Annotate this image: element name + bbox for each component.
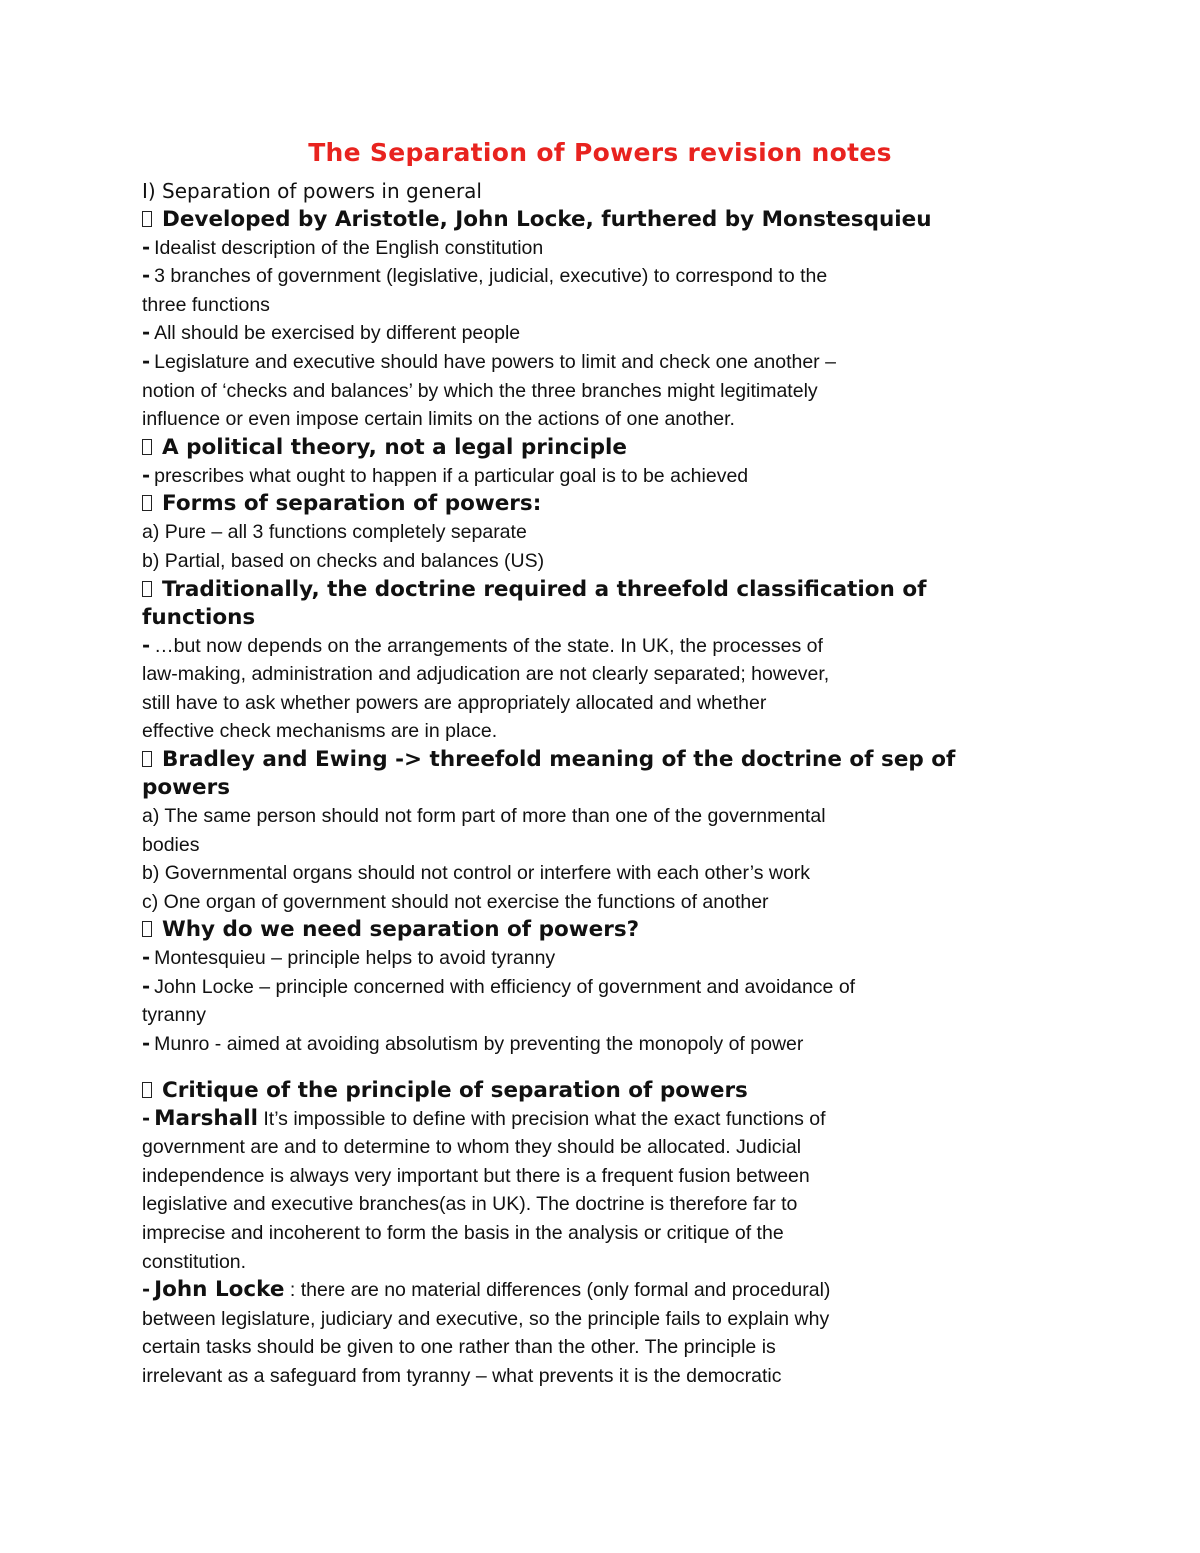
- text-line: imprecise and incoherent to form the basis in the analysis or critique of the: [142, 1222, 784, 1245]
- text-line: b) Partial, based on checks and balances (US): [142, 549, 545, 572]
- text-line: - prescribes what ought to happen if a particular goal is to be achieved: [142, 463, 749, 487]
- text-line: a) Pure – all 3 functions completely separate: [142, 521, 527, 544]
- text-line: - …but now depends on the arrangements of the state. In UK, the processes of: [142, 633, 823, 657]
- bullet-heading: Forms of separation of powers:: [142, 490, 1042, 518]
- author-name: Marshall: [154, 1105, 258, 1131]
- text-line: law-making, administration and adjudication are not clearly separated; however,: [142, 663, 830, 686]
- bullet-heading-continuation: functions: [142, 604, 256, 630]
- bullet-heading: Bradley and Ewing -> threefold meaning of the doctrine of sep of: [142, 746, 1042, 774]
- text-line: c) One organ of government should not exercise the functions of another: [142, 890, 769, 913]
- bullet-box-icon: [142, 1082, 152, 1098]
- text-line: certain tasks should be given to one rather than the other. The principle is: [142, 1336, 776, 1359]
- document-body: [142, 177, 1042, 1391]
- text-line: government are and to determine to whom they should be allocated. Judicial: [142, 1136, 802, 1159]
- bullet-box-icon: [142, 581, 152, 597]
- document-title: The Separation of Powers revision notes: [308, 138, 892, 167]
- bullet-box-icon: [142, 439, 152, 455]
- text-line: tyranny: [142, 1004, 206, 1027]
- section-heading: I) Separation of powers in general: [142, 179, 482, 203]
- text-line: a) The same person should not form part of more than one of the governmental: [142, 804, 826, 827]
- text-line: independence is always very important but there is a frequent fusion between: [142, 1164, 810, 1187]
- text-line: three functions: [142, 293, 270, 316]
- text-line: - Marshall It’s impossible to define with precision what the exact functions of: [142, 1105, 826, 1131]
- author-name: John Locke: [154, 1277, 285, 1303]
- text-line: effective check mechanisms are in place.: [142, 720, 498, 743]
- text-line: still have to ask whether powers are appropriately allocated and whether: [142, 691, 767, 714]
- bullet-box-icon: [142, 495, 152, 511]
- bullet-box-icon: [142, 211, 152, 227]
- text-line: influence or even impose certain limits on the actions of one another.: [142, 408, 735, 431]
- bullet-heading: Traditionally, the doctrine required a threefold classification of: [142, 576, 1042, 604]
- bullet-heading: Developed by Aristotle, John Locke, furthered by Monstesquieu: [142, 206, 1042, 234]
- bullet-heading-continuation: powers: [142, 774, 231, 800]
- text-line: - Idealist description of the English constitution: [142, 235, 544, 259]
- bullet-box-icon: [142, 751, 152, 767]
- text-line: bodies: [142, 833, 200, 856]
- text-line: irrelevant as a safeguard from tyranny – what prevents it is the democratic: [142, 1365, 782, 1387]
- text-line: between legislature, judiciary and executive, so the principle fails to explain why: [142, 1307, 830, 1330]
- text-line: notion of ‘checks and balances’ by which the three branches might legitimately: [142, 379, 818, 402]
- text-line: - All should be exercised by different people: [142, 321, 521, 345]
- text-line: - Legislature and executive should have powers to limit and check one another –: [142, 349, 836, 373]
- text-line: legislative and executive branches(as in UK). The doctrine is therefore far to: [142, 1193, 798, 1216]
- bullet-heading: Critique of the principle of separation of powers: [142, 1077, 1042, 1105]
- text-line: constitution.: [142, 1250, 247, 1273]
- text-line: b) Governmental organs should not control or interfere with each other’s work: [142, 862, 811, 885]
- bullet-heading: Why do we need separation of powers?: [142, 916, 1042, 944]
- bullet-box-icon: [142, 921, 152, 937]
- text-line: - Montesquieu – principle helps to avoid tyranny: [142, 946, 556, 970]
- bullet-heading: A political theory, not a legal principle: [142, 434, 1042, 462]
- text-line: - John Locke – principle concerned with efficiency of government and avoidance of: [142, 974, 856, 998]
- text-line: - Munro - aimed at avoiding absolutism by preventing the monopoly of power: [142, 1032, 804, 1056]
- text-line: - John Locke : there are no material differences (only formal and procedural): [142, 1277, 831, 1303]
- text-line: - 3 branches of government (legislative, judicial, executive) to correspond to the: [142, 264, 828, 288]
